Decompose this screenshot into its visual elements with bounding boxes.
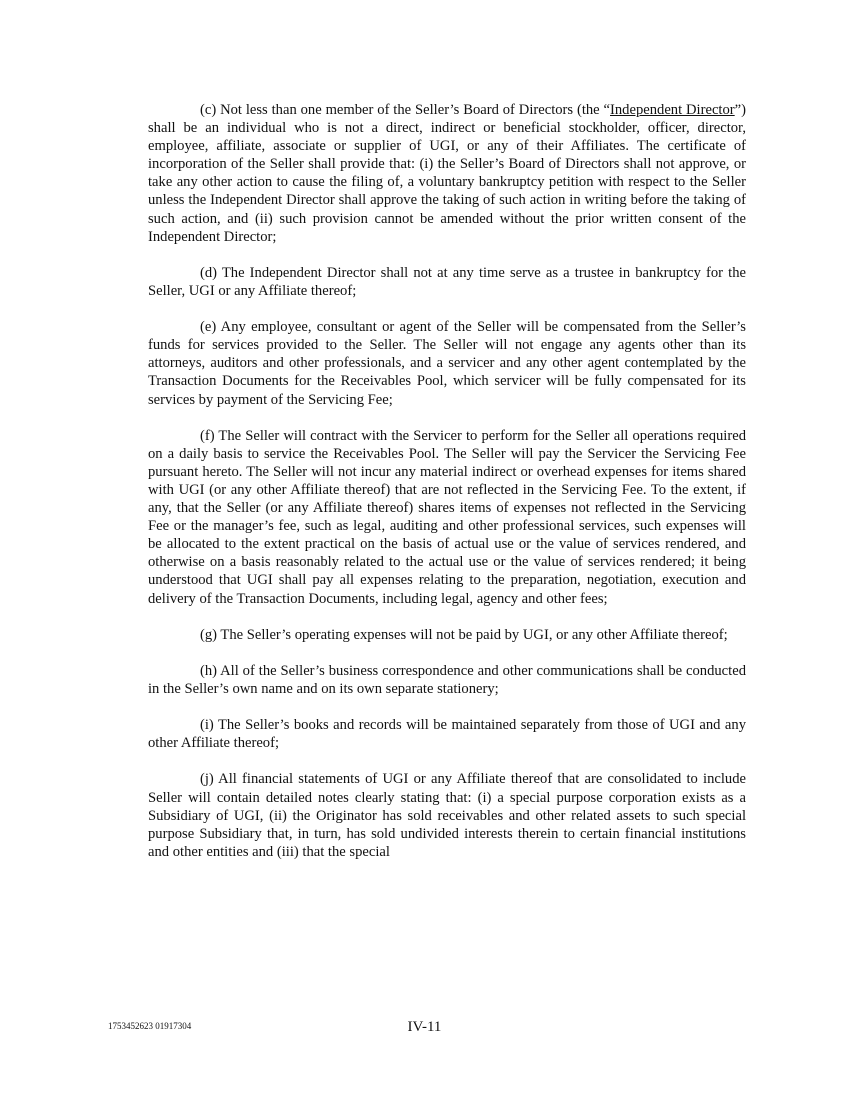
paragraph-c-before: (c) Not less than one member of the Seller’s Board of Directors (the “	[200, 102, 611, 118]
document-body	[148, 101, 746, 879]
paragraph-f: (f) The Seller will contract with the Servicer to perform for the Seller all operations required on a daily basis to service the Receivables Pool. The Seller will pay the Servicer the Servicing Fee pursuant hereto. The Seller will not incur any material indirect or overhead expenses for items shared with UGI (or any other Affiliate thereof) that are not reflected in the Servicing Fee. To the extent, if any, that the Seller (or any Affiliate thereof) shares items of expenses not reflected in the Servicing Fee or the manager’s fee, such as legal, auditing and other professional services, such expenses will be allocated to the extent practical on the basis of actual use or the value of services rendered, and otherwise on a basis reasonably related to the actual use or the value of services rendered; it being understood that UGI shall pay all expenses relating to the preparation, negotiation, execution and delivery of the Transaction Documents, including legal, agency and other fees;	[148, 427, 746, 607]
document-id: 1753452623 01917304	[108, 1021, 192, 1031]
independent-director-term: Independent Director	[610, 102, 735, 118]
page-number: IV-11	[407, 1019, 442, 1035]
paragraph-i: (i) The Seller’s books and records will be maintained separately from those of UGI and any other Affiliate thereof;	[148, 717, 746, 752]
paragraph-g: (g) The Seller’s operating expenses will not be paid by UGI, or any other Affiliate thereof;	[200, 626, 728, 643]
paragraph-j: (j) All financial statements of UGI or any Affiliate thereof that are consolidated to include Seller will contain detailed notes clearly stating that: (i) a special purpose corporation exists as a Subsidiary of UGI, (ii) the Originator has sold receivables and other related assets to such special purpose Subsidiary that, in turn, has sold undivided interests therein to certain financial institutions and other entities and (iii) that the special	[148, 771, 746, 860]
paragraph-d: (d) The Independent Director shall not at any time serve as a trustee in bankruptcy for the Seller, UGI or any Affiliate thereof;	[148, 264, 746, 299]
paragraph-e: (e) Any employee, consultant or agent of the Seller will be compensated from the Seller’s funds for services provided to the Seller. The Seller will not engage any agents other than its attorneys, auditors and other professionals, and a servicer and any other agent contemplated by the Transaction Documents for the Receivables Pool, which servicer will be fully compensated for its services by payment of the Servicing Fee;	[148, 319, 746, 408]
paragraph-c-after: ”) shall be an individual who is not a direct, indirect or beneficial stockholder, officer, director, employee, affiliate, associate or supplier of UGI, or any of their Affiliates. The certificate of incorporation of the Seller shall provide that: (i) the Seller’s Board of Directors shall not approve, or take any other action to cause the filing of, a voluntary bankruptcy petition with respect to the Seller unless the Independent Director shall approve the taking of such action in writing before the taking of such action, and (ii) such provision cannot be amended without the prior written consent of the Independent Director;	[148, 102, 746, 245]
paragraph-c	[148, 101, 746, 246]
paragraph-h: (h) All of the Seller’s business correspondence and other communications shall be conducted in the Seller’s own name and on its own separate stationery;	[148, 662, 746, 697]
